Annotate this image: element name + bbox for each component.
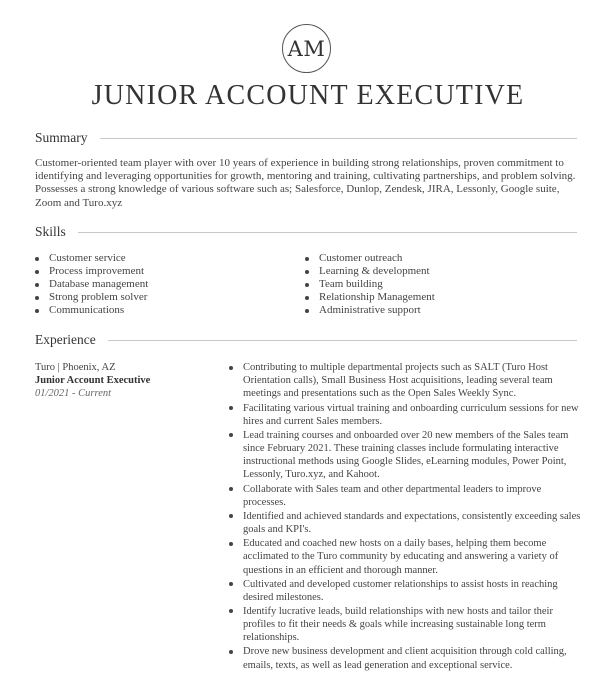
skill-item: Process improvement: [35, 265, 295, 278]
resume-title: JUNIOR ACCOUNT EXECUTIVE: [91, 80, 525, 111]
skills-divider: [78, 232, 577, 233]
responsibility-item: Identified and achieved standards and expectations, consistently exceeding sales goals and KPI's.: [229, 510, 585, 536]
skill-item: Administrative support: [305, 304, 575, 317]
skills-list-right: [305, 252, 575, 317]
responsibility-item: Drove new business development and client acquisition through cold calling, emails, texts, as well as lead generation and exceptional service.: [229, 645, 585, 671]
responsibility-item: Collaborate with Sales team and other departmental leaders to improve processes.: [229, 483, 585, 509]
responsibility-item: Lead training courses and onboarded over 20 new members of the Sales team since February 2021. These training classes include formulating interactive instructional methods using Google Slides, eLearning modules, Power Point, Lessonly, Turo.xyz, and Kahoot.: [229, 429, 585, 482]
responsibility-item: Identify lucrative leads, build relationships with new hosts and tailor their profiles to fit their needs & goals while increasing sustainable long term relationships.: [229, 605, 585, 645]
skills-heading: Skills: [35, 224, 66, 239]
skill-item: Learning & development: [305, 265, 575, 278]
skill-item: Customer outreach: [305, 252, 575, 265]
job-title: Junior Account Executive: [35, 375, 151, 386]
responsibility-item: Contributing to multiple departmental projects such as SALT (Turo Host Orientation calls), Small Business Host acquisitions, leading several team meetings and presentations such as the Open Sales Weekly Sync.: [229, 361, 585, 401]
skills-list-left: [35, 252, 295, 317]
summary-heading: Summary: [35, 130, 88, 145]
monogram-initials: AM: [287, 36, 326, 61]
skill-item: Team building: [305, 278, 575, 291]
summary-section-header: [35, 130, 577, 146]
responsibility-item: Cultivated and developed customer relationships to assist hosts in reaching desired milestones.: [229, 578, 585, 604]
experience-heading: Experience: [35, 332, 96, 347]
monogram-avatar: [282, 24, 331, 73]
job-company-location: Turo | Phoenix, AZ: [35, 362, 116, 373]
skill-item: Strong problem solver: [35, 291, 295, 304]
skill-item: Relationship Management: [305, 291, 575, 304]
skill-item: Customer service: [35, 252, 295, 265]
summary-divider: [100, 138, 578, 139]
responsibility-item: Facilitating various virtual training and onboarding curriculum sessions for new hires and current Sales members.: [229, 402, 585, 428]
responsibility-item: Educated and coached new hosts on a daily bases, helping them become acclimated to the Turo community by educating and answering a variety of questions in an efficient and thorough manner.: [229, 537, 585, 577]
experience-divider: [108, 340, 577, 341]
job-meta: [35, 361, 150, 400]
experience-section-header: [35, 332, 577, 348]
job-responsibilities-list: [229, 361, 585, 673]
skill-item: Database management: [35, 278, 295, 291]
summary-text: Customer-oriented team player with over 10 years of experience in building strong relationships, proven commitment to identifying and leveraging opportunities for growth, mentoring and training, cultivating partnerships, and problem solving. Possesses a strong knowledge of various software such as; Salesforce, Dunlop, Zendesk, JIRA, Lessonly, Google suite, Zoom and Turo.xyz: [35, 157, 576, 209]
job-dates: 01/2021 - Current: [35, 388, 112, 399]
skills-section-header: [35, 224, 577, 240]
skill-item: Communications: [35, 304, 295, 317]
